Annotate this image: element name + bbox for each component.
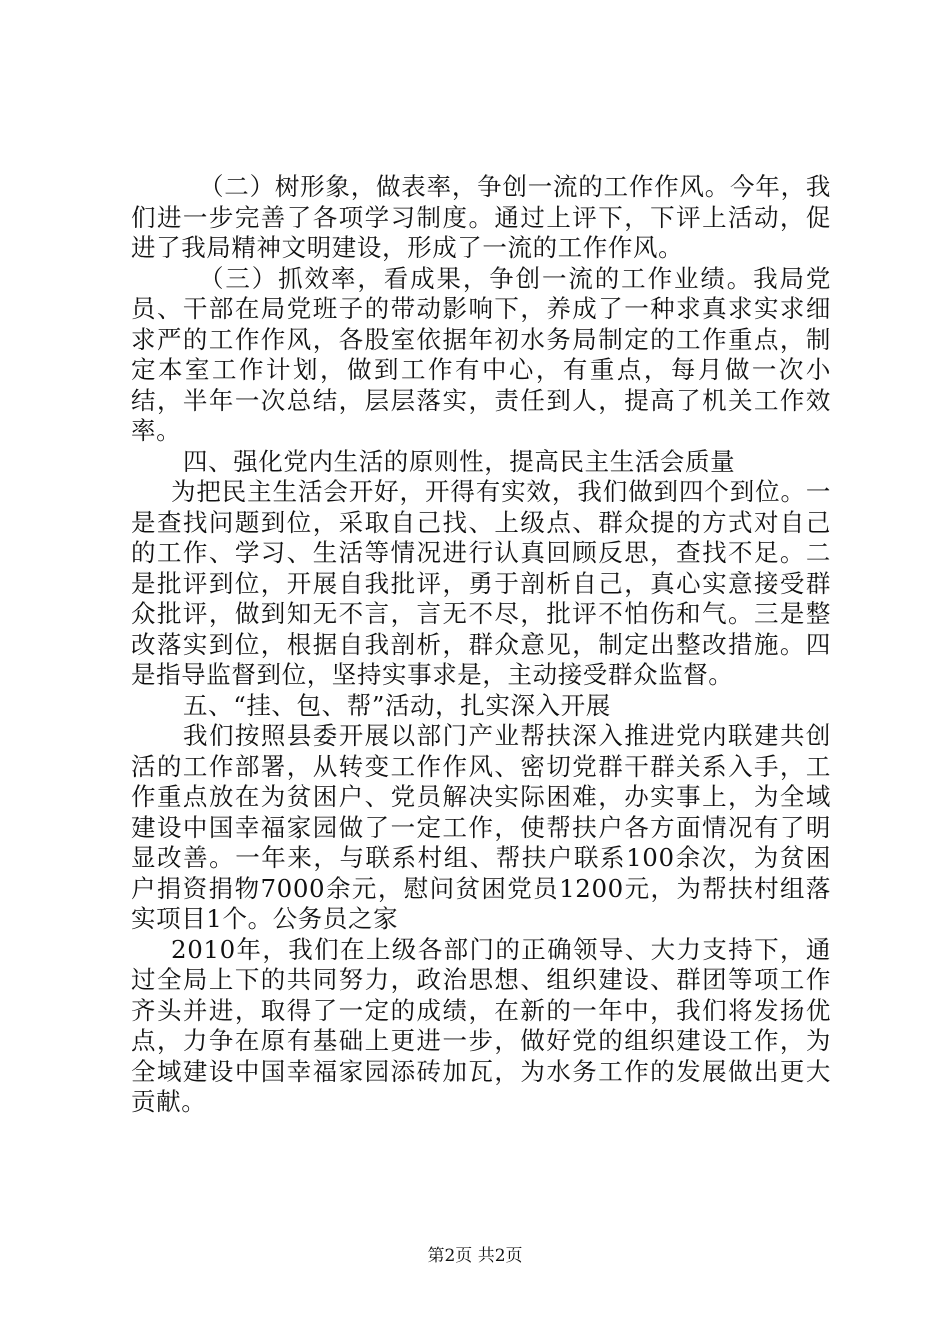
paragraph-work-efficiency: （三）抓效率，看成果，争创一流的工作业绩。我局党员、干部在局党班子的带动影响下，养成了一种求真求实求细求严的工作作风，各股室依据年初水务局制定的工作重点，制定本室工作计划，做到工作有中心，有重点，每月做一次小结，半年一次总结，层层落实，责任到人，提高了机关工作效率。 [131,263,831,445]
section-heading-democratic-life: 四、强化党内生活的原则性，提高民主生活会质量 [183,446,736,476]
section-heading-assistance-activity: 五、“挂、包、帮”活动，扎实深入开展 [183,690,611,720]
paragraph-democratic-life: 为把民主生活会开好，开得有实效，我们做到四个到位。一是查找问题到位，采取自己找、上级点、群众提的方式对自己的工作、学习、生活等情况进行认真回顾反思，查找不足。二是批评到位，开展自我批评，勇于剖析自己，真心实意接受群众批评，做到知无不言，言无不尽，批评不怕伤和气。三是整改落实到位，根据自我剖析，群众意见，制定出整改措施。四是指导监督到位，坚持实事求是，主动接受群众监督。 [131,477,831,689]
page-number-footer: 第2页 共2页 [427,1246,523,1266]
paragraph-conclusion: 2010年，我们在上级各部门的正确领导、大力支持下，通过全局上下的共同努力，政治思想、组织建设、群团等项工作齐头并进，取得了一定的成绩，在新的一年中，我们将发扬优点，力争在原有基础上更进一步，做好党的组织建设工作，为全域建设中国幸福家园添砖加瓦，为水务工作的发展做出更大贡献。 [131,934,831,1116]
paragraph-work-style: （二）树形象，做表率，争创一流的工作作风。今年，我们进一步完善了各项学习制度。通过上评下，下评上活动，促进了我局精神文明建设，形成了一流的工作作风。 [131,172,831,262]
paragraph-assistance-activity: 我们按照县委开展以部门产业帮扶深入推进党内联建共创活的工作部署，从转变工作作风、密切党群干群关系入手，工作重点放在为贫困户、党员解决实际困难，办实事上，为全域建设中国幸福家园做了一定工作，使帮扶户各方面情况有了明显改善。一年来，与联系村组、帮扶户联系100余次，为贫困户捐资捐物7000余元，慰问贫困党员1200元，为帮扶村组落实项目1个。公务员之家 [131,721,831,933]
document-body [131,172,831,1118]
